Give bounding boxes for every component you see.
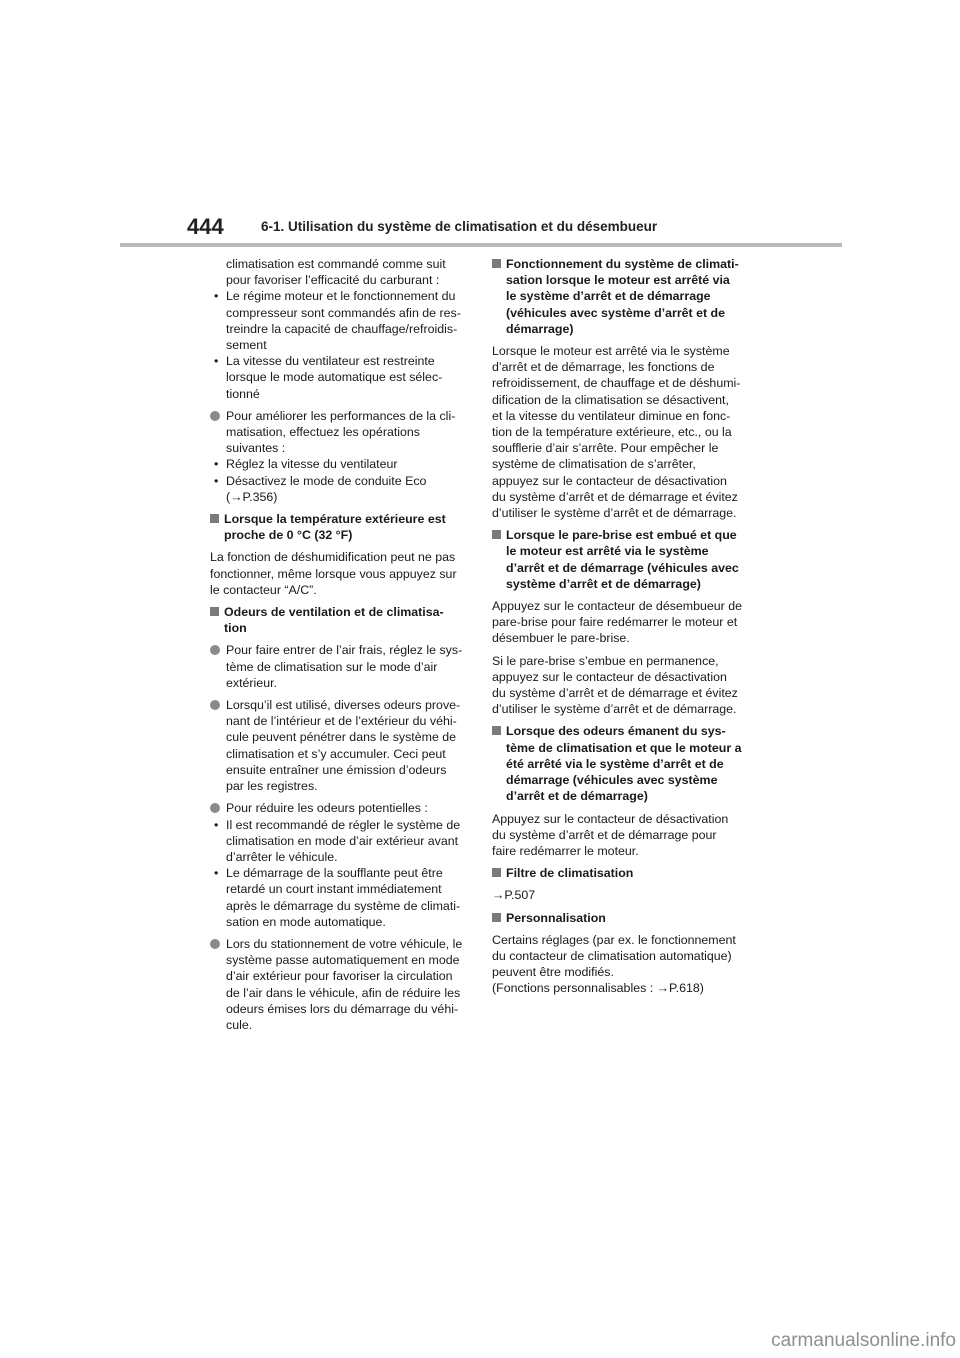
- text-line: Filtre de climatisation: [506, 866, 634, 881]
- paragraph: [210, 549, 468, 598]
- dash-marker: •: [214, 289, 219, 304]
- bullet-item: [210, 800, 468, 930]
- text-line: et la vitesse du ventilateur diminue en fonc-: [492, 408, 731, 423]
- text-line: refroidissement, de chauffage et de déshumi-: [492, 376, 741, 391]
- text-line: compresseur sont commandés afin de res-: [226, 305, 461, 320]
- text-line: d’arrêt et de démarrage (véhicules avec: [506, 560, 739, 575]
- right-column: [492, 256, 754, 1003]
- text-line: climatisation et s’y accumuler. Ceci peut: [226, 746, 446, 761]
- text-line: système d’arrêt et de démarrage): [506, 576, 701, 591]
- text-line: désembuer le pare-brise.: [492, 631, 630, 646]
- text-line: Pour faire entrer de l’air frais, réglez le sys-: [226, 643, 463, 658]
- text-line: du système d’arrêt et de démarrage et évitez: [492, 686, 738, 701]
- section-heading: [492, 910, 754, 926]
- text-line: Appuyez sur le contacteur de désactivation: [492, 811, 729, 826]
- bullet-dot-icon: [210, 700, 220, 710]
- square-bullet-icon: [492, 726, 501, 735]
- section-heading: [492, 723, 754, 804]
- text-line: Le démarrage de la soufflante peut être: [226, 866, 443, 881]
- text-line: climatisation en mode d’air extérieur avant: [226, 833, 459, 848]
- text-line: La vitesse du ventilateur est restreinte: [226, 354, 435, 369]
- dash-marker: •: [214, 354, 219, 369]
- section-heading: [210, 604, 468, 636]
- text-line: nant de l’intérieur et de l’extérieur du véhi-: [226, 714, 457, 729]
- paragraph: [492, 343, 754, 521]
- text-line: Lorsque le moteur est arrêté via le système: [492, 344, 730, 359]
- text-line: matisation, effectuez les opérations: [226, 425, 421, 440]
- text-line: démarrage (véhicules avec système: [506, 773, 718, 788]
- text-line: fonctionner, même lorsque vous appuyez sur: [210, 566, 457, 581]
- section-title: 6-1. Utilisation du système de climatisation et du désembueur: [261, 219, 658, 234]
- text-line: Lorsque le pare-brise est embué et que: [506, 528, 737, 543]
- text-line: d’air extérieur pour favoriser la circulation: [226, 969, 453, 984]
- text-line: d’arrêter le véhicule.: [226, 849, 338, 864]
- text-line: du système d’arrêt et de démarrage pour: [492, 827, 717, 842]
- bullet-dot-icon: [210, 939, 220, 949]
- text-line: La fonction de déshumidification peut ne pas: [210, 550, 456, 565]
- square-bullet-icon: [210, 607, 219, 616]
- text-line: pour favoriser l’efficacité du carburant :: [226, 273, 440, 288]
- text-line: faire redémarrer le moteur.: [492, 843, 639, 858]
- paragraph: [492, 598, 754, 647]
- text-line: le contacteur “A/C”.: [210, 582, 317, 597]
- dash-marker: •: [214, 457, 219, 472]
- text-line: tionné: [226, 386, 260, 401]
- text-line: odeurs émises lors du démarrage du véhi-: [226, 1001, 459, 1016]
- dash-marker: •: [214, 817, 219, 832]
- sub-bullet: [210, 288, 468, 353]
- text-line: Certains réglages (par ex. le fonctionnement: [492, 932, 736, 947]
- text-line: d’arrêt et de démarrage, les fonctions de: [492, 360, 715, 375]
- text-line: sation lorsque le moteur est arrêté via: [506, 273, 730, 288]
- text-line: extérieur.: [226, 675, 277, 690]
- bullet-item: [210, 936, 468, 1033]
- bullet-dot-icon: [210, 411, 220, 421]
- text-line: tème de climatisation sur le mode d’air: [226, 659, 438, 674]
- text-line: Lorsqu’il est utilisé, diverses odeurs prove-: [226, 698, 461, 713]
- text-line: retardé un court instant immédiatement: [226, 882, 442, 897]
- text-line: été arrêté via le système d’arrêt et de: [506, 756, 724, 771]
- text-line: ensuite entraîner une émission d’odeurs: [226, 762, 447, 777]
- text-line: (véhicules avec système d’arrêt et de: [506, 305, 726, 320]
- text-line: appuyez sur le contacteur de désactivation: [492, 473, 727, 488]
- text-line: du contacteur de climatisation automatique): [492, 948, 732, 963]
- paragraph: [492, 653, 754, 718]
- sub-bullet: [210, 817, 468, 866]
- section-heading: [492, 256, 754, 337]
- text-line: Odeurs de ventilation et de climatisa-: [224, 605, 444, 620]
- section-heading: [492, 865, 754, 881]
- text-line: tème de climatisation et que le moteur a: [506, 740, 742, 755]
- text-line: du système d’arrêt et de démarrage et évitez: [492, 489, 738, 504]
- page-header: [0, 0, 960, 250]
- text-line: treindre la capacité de chauffage/refroidis-: [226, 321, 458, 336]
- text-line: cule.: [226, 1017, 253, 1032]
- text-line: cule peuvent pénétrer dans le système de: [226, 730, 457, 745]
- text-line: dification de la climatisation se désactivent,: [492, 392, 729, 407]
- text-line: Pour réduire les odeurs potentielles :: [226, 801, 428, 816]
- text-line: Personnalisation: [506, 910, 606, 925]
- page-reference-link[interactable]: (→P.356): [226, 489, 278, 504]
- text-line: le moteur est arrêté via le système: [506, 544, 709, 559]
- watermark: carmanualsonline.info: [771, 1330, 956, 1351]
- square-bullet-icon: [492, 259, 501, 268]
- text-line: démarrage): [506, 321, 574, 336]
- text-line: suivantes :: [226, 441, 286, 456]
- text-line: soufflerie d’air s’arrête. Pour empêcher le: [492, 441, 719, 456]
- square-bullet-icon: [492, 530, 501, 539]
- square-bullet-icon: [492, 913, 501, 922]
- text-line: sement: [226, 338, 267, 353]
- text-line: de l’air dans le véhicule, afin de réduire les: [226, 985, 461, 1000]
- text-line: pare-brise pour faire redémarrer le moteur et: [492, 615, 738, 630]
- text-line: système passe automatiquement en mode: [226, 953, 460, 968]
- square-bullet-icon: [210, 514, 219, 523]
- text-line: par les registres.: [226, 779, 318, 794]
- bullet-item: [210, 697, 468, 794]
- text-line: Lors du stationnement de votre véhicule, le: [226, 936, 463, 951]
- text-line: tion de la température extérieure, etc., ou la: [492, 425, 732, 440]
- text-line: appuyez sur le contacteur de désactivation: [492, 669, 727, 684]
- text-line: climatisation est commandé comme suit: [226, 257, 446, 271]
- sub-bullet: [210, 865, 468, 930]
- left-column: [210, 256, 468, 1039]
- header-rule: [120, 243, 842, 247]
- text-line: Le régime moteur et le fonctionnement du: [226, 289, 456, 304]
- text-line: système de climatisation de s’arrêter,: [492, 457, 696, 472]
- text-line: Réglez la vitesse du ventilateur: [226, 457, 398, 472]
- sub-bullet: [210, 456, 468, 472]
- paragraph: [492, 932, 754, 997]
- text-line: après le démarrage du système de climati-: [226, 898, 461, 913]
- page-number: 444: [187, 214, 224, 239]
- text-line: proche de 0 °C (32 °F): [224, 528, 353, 543]
- text-line: Appuyez sur le contacteur de désembueur de: [492, 599, 743, 614]
- bullet-dot-icon: [210, 645, 220, 655]
- text-line: d’utiliser le système d’arrêt et de démarrage.: [492, 506, 737, 521]
- text-line: Pour améliorer les performances de la cli-: [226, 408, 456, 423]
- text-line: Si le pare-brise s’embue en permanence,: [492, 653, 719, 668]
- bullet-item: [210, 408, 468, 505]
- sub-bullet: [210, 473, 468, 505]
- dash-marker: •: [214, 473, 219, 488]
- square-bullet-icon: [492, 868, 501, 877]
- text-line: d’arrêt et de démarrage): [506, 789, 648, 804]
- paragraph: [492, 887, 754, 903]
- text-line: tion: [224, 621, 247, 636]
- text-line: Lorsque des odeurs émanent du sys-: [506, 724, 726, 739]
- text-line: d’utiliser le système d’arrêt et de démarrage.: [492, 702, 737, 717]
- paragraph: [492, 811, 754, 860]
- page-reference-link[interactable]: →P.507: [492, 888, 536, 903]
- bullet-item: [210, 642, 468, 691]
- continued-paragraph: [210, 256, 468, 402]
- text-line: peuvent être modifiés.: [492, 965, 614, 980]
- text-line: Lorsque la température extérieure est: [224, 512, 446, 527]
- text-line: Il est recommandé de régler le système de: [226, 817, 461, 832]
- section-heading: [492, 527, 754, 592]
- bullet-dot-icon: [210, 803, 220, 813]
- text-line: le système d’arrêt et de démarrage: [506, 289, 711, 304]
- page-reference-link[interactable]: (Fonctions personnalisables : →P.618): [492, 981, 704, 996]
- text-line: sation en mode automatique.: [226, 914, 386, 929]
- dash-marker: •: [214, 866, 219, 881]
- text-line: Désactivez le mode de conduite Eco: [226, 473, 427, 488]
- sub-bullet: [210, 353, 468, 402]
- section-heading: [210, 511, 468, 543]
- text-line: Fonctionnement du système de climati-: [506, 257, 739, 271]
- text-line: lorsque le mode automatique est sélec-: [226, 370, 443, 385]
